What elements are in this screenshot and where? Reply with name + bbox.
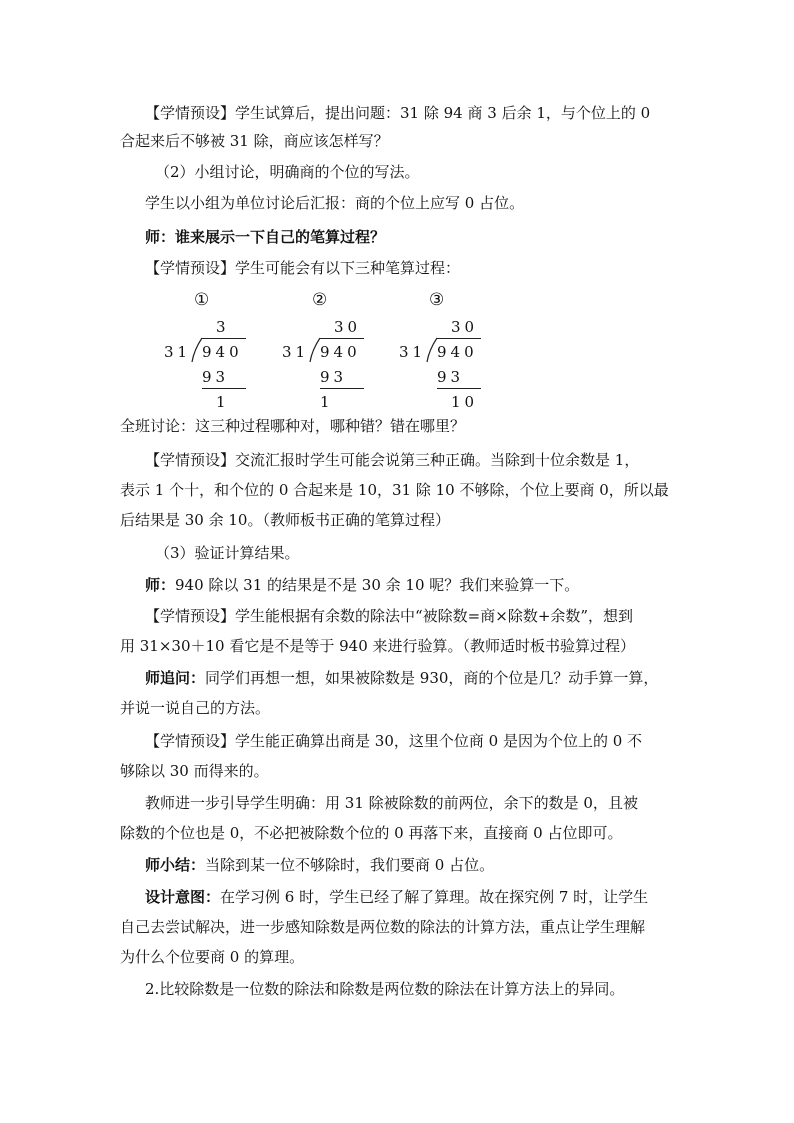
paragraph-preset-3 (145, 450, 639, 470)
remainder: 1 (320, 393, 334, 411)
class-discussion: 全班讨论：这三种过程哪种对，哪种错？错在哪里？ (120, 417, 466, 435)
division-label: ② (312, 290, 328, 310)
division-bar (437, 338, 481, 339)
design-intent-tag: 设计意图： (145, 888, 221, 906)
paragraph-text: 940 除以 31 的结果是不是 30 余 10 呢？我们来验算一下。 (175, 576, 580, 594)
product: 93 (320, 368, 348, 386)
paragraph-line: 除数的个位也是 0，不必把被除数个位的 0 再落下来，直接商 0 占位即可。 (120, 824, 623, 842)
remainder: 10 (451, 393, 479, 411)
product: 93 (437, 368, 465, 386)
teacher-tag: 师小结： (145, 856, 206, 874)
paragraph-text: 同学们再想一想，如果被除数是 930，商的个位是几？动手算一算， (205, 669, 659, 687)
paragraph-line: 够除以 30 而得来的。 (120, 762, 269, 780)
paragraph-line: 并说一说自己的方法。 (120, 699, 271, 717)
division-bar (320, 338, 364, 339)
preset-tag: 【学情预设】 (145, 259, 236, 277)
quotient: 30 (334, 318, 362, 336)
dividend: 940 (437, 343, 478, 361)
design-intent (145, 887, 648, 907)
paragraph-text: 当除到某一位不够除时，我们要商 0 占位。 (205, 856, 495, 874)
preset-tag: 【学情预设】 (145, 607, 236, 625)
paragraph-text: 在学习例 6 时，学生已经了解了算理。故在探究例 7 时，让学生 (220, 888, 649, 906)
division-bar (202, 338, 246, 339)
remainder: 1 (216, 393, 230, 411)
paragraph-text: 学生能正确算出商是 30，这里个位商 0 是因为个位上的 0 不 (235, 732, 643, 750)
paragraph-line: 为什么个位要商 0 的算理。 (120, 948, 305, 966)
paragraph-line: 教师进一步引导学生明确：用 31 除被除数的前两位，余下的数是 0，且被 (145, 794, 638, 812)
paragraph-preset-1 (145, 103, 650, 123)
dividend: 940 (202, 343, 243, 361)
section-heading-2: （2）小组讨论，明确商的个位的写法。 (155, 163, 420, 181)
preset-tag: 【学情预设】 (145, 732, 236, 750)
division-label: ③ (429, 290, 445, 310)
paragraph-preset-5 (145, 731, 642, 751)
divisor: 31 (399, 343, 427, 361)
paragraph-line: 用 31×30＋10 看它是不是等于 940 来进行验算。（教师适时板书验算过程） (120, 637, 636, 655)
section-heading-compare: 2.比较除数是一位数的除法和除数是两位数的除法在计算方法上的异同。 (145, 980, 625, 998)
subtraction-line (202, 388, 246, 389)
paragraph-text: 学生可能会有以下三种笔算过程： (235, 259, 461, 277)
long-division-3 (397, 290, 527, 420)
subtraction-line (437, 388, 481, 389)
dividend: 940 (320, 343, 361, 361)
preset-tag: 【学情预设】 (145, 104, 236, 122)
paragraph-line: 表示 1 个十，和个位的 0 合起来是 10，31 除 10 不够除，个位上要商 0，所以最 (120, 481, 669, 499)
long-division-examples (0, 290, 794, 420)
paragraph-preset-2 (145, 258, 460, 278)
long-division-1 (162, 290, 292, 420)
subtraction-line (320, 388, 364, 389)
quotient: 30 (451, 318, 479, 336)
preset-tag: 【学情预设】 (145, 451, 236, 469)
section-heading-3: （3）验证计算结果。 (155, 544, 300, 562)
teacher-question: 师：谁来展示一下自己的笔算过程？ (145, 228, 386, 246)
paragraph-text: 学生试算后，提出问题：31 除 94 商 3 后余 1，与个位上的 0 (235, 104, 651, 122)
paragraph-text: 学生能根据有余数的除法中“被除数=商×除数+余数”，想到 (235, 607, 634, 625)
paragraph-line: 合起来后不够被 31 除，商应该怎样写？ (120, 132, 389, 150)
product: 93 (202, 368, 230, 386)
long-division-2 (280, 290, 410, 420)
paragraph-preset-4 (145, 606, 633, 626)
teacher-summary (145, 855, 494, 875)
paragraph-line: 后结果是 30 余 10。（教师板书正确的笔算过程） (120, 511, 450, 529)
paragraph-line: 自己去尝试解决，进一步感知除数是两位数的除法的计算方法，重点让学生理解 (120, 918, 646, 936)
teacher-followup (145, 668, 658, 688)
teacher-verify (145, 575, 579, 595)
divisor: 31 (282, 343, 310, 361)
teacher-tag: 师追问： (145, 669, 206, 687)
quotient: 3 (216, 318, 230, 336)
divisor: 31 (164, 343, 192, 361)
division-label: ① (194, 290, 210, 310)
teacher-tag: 师： (145, 576, 176, 594)
paragraph-line: 学生以小组为单位讨论后汇报：商的个位上应写 0 占位。 (145, 194, 525, 212)
paragraph-text: 交流汇报时学生可能会说第三种正确。当除到十位余数是 1， (235, 451, 640, 469)
